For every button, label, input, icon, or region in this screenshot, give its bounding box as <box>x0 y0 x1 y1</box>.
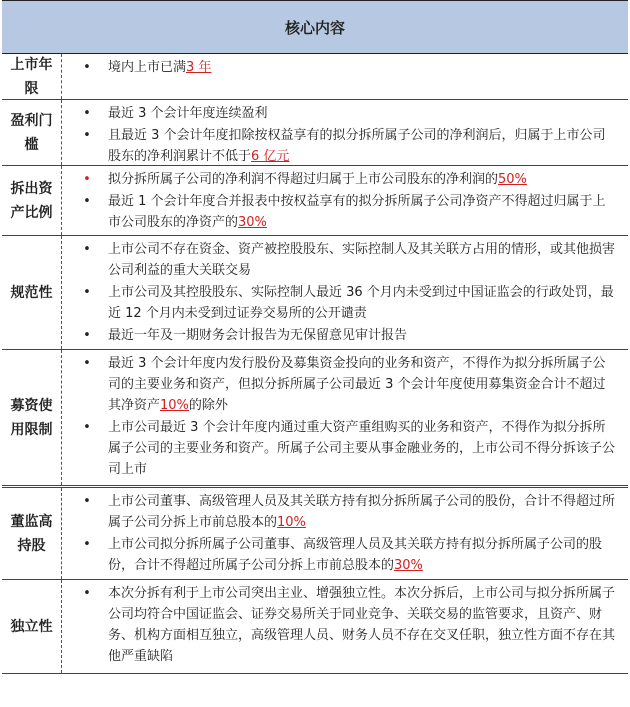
highlight-value: 30% <box>238 215 267 230</box>
bullet-icon: • <box>83 242 91 257</box>
highlight-value: 10% <box>277 515 306 530</box>
table-row <box>2 488 628 580</box>
bullet-icon: • <box>83 537 91 552</box>
row-content <box>62 100 628 165</box>
list-item: • 上市公司及其控股股东、实际控制人最近 36 个月内未受到过中国证监会的行政处罚，最近 12 个月内未受到过证券交易所的公开谴责 <box>80 282 618 324</box>
row-content <box>62 166 628 235</box>
row-content <box>62 236 628 349</box>
row-label: 盈利门槛 <box>2 100 62 165</box>
highlight-value: 10% <box>160 398 189 413</box>
list-item: • 拟分拆所属子公司的净利润不得超过归属于上市公司股东的净利润的50% <box>80 169 618 190</box>
row-content <box>62 350 628 485</box>
row-label: 独立性 <box>2 580 62 673</box>
bullet-icon: • <box>83 285 91 300</box>
table-row <box>2 580 628 674</box>
table-row <box>2 100 628 166</box>
table-row <box>2 236 628 350</box>
list-item: • 最近 3 个会计年度连续盈利 <box>80 103 618 124</box>
row-label: 董监高持股 <box>2 488 62 579</box>
row-content <box>62 54 628 99</box>
row-label: 规范性 <box>2 236 62 349</box>
list-item: • 最近 1 个会计年度合并报表中按权益享有的拟分拆所属子公司净资产不得超过归属于上市公司股东的净资产的30% <box>80 191 618 233</box>
bullet-icon: • <box>83 356 91 371</box>
row-content <box>62 488 628 579</box>
row-label: 募资使用限制 <box>2 350 62 485</box>
table-row <box>2 54 628 100</box>
table-row <box>2 350 628 488</box>
bullet-icon: • <box>83 60 91 75</box>
list-item: • 最近 3 个会计年度内发行股份及募集资金投向的业务和资产，不得作为拟分拆所属子公司的主要业务和资产，但拟分拆所属子公司最近 3 个会计年度使用募集资金合计不超过其净资产10%的除外 <box>80 353 618 416</box>
list-item: • 上市公司不存在资金、资产被控股股东、实际控制人及其关联方占用的情形，或其他损害公司利益的重大关联交易 <box>80 239 618 281</box>
bullet-icon: • <box>83 420 91 435</box>
list-item: • 上市公司董事、高级管理人员及其关联方持有拟分拆所属子公司的股份，合计不得超过所属子公司分拆上市前总股本的10% <box>80 491 618 533</box>
highlight-value: 3 年 <box>186 60 212 75</box>
row-label: 拆出资产比例 <box>2 166 62 235</box>
list-item: • 上市公司拟分拆所属子公司董事、高级管理人员及其关联方持有拟分拆所属子公司的股份，合计不得超过所属子公司分拆上市前总股本的30% <box>80 534 618 576</box>
bullet-icon: • <box>83 586 91 601</box>
highlight-value: 30% <box>394 558 423 573</box>
list-item: • 本次分拆有利于上市公司突出主业、增强独立性。本次分拆后，上市公司与拟分拆所属子公司均符合中国证监会、证券交易所关于同业竞争、关联交易的监管要求，且资产、财务、机构方面相互独立，高级管理人员、财务人员不存在交叉任职，独立性方面不存在其他严重缺陷 <box>80 583 618 667</box>
highlight-value: 6 亿元 <box>251 149 290 164</box>
row-content <box>62 580 628 673</box>
table-row <box>2 166 628 236</box>
bullet-icon: • <box>83 194 91 209</box>
bullet-icon: • <box>83 172 91 187</box>
bullet-icon: • <box>83 494 91 509</box>
table-header <box>2 0 628 54</box>
highlight-value: 50% <box>498 172 527 187</box>
requirements-table <box>2 0 628 674</box>
list-item: • 最近一年及一期财务会计报告为无保留意见审计报告 <box>80 325 618 346</box>
row-label: 上市年限 <box>2 54 62 99</box>
header-title: 核心内容 <box>284 18 345 37</box>
list-item: • 上市公司最近 3 个会计年度内通过重大资产重组购买的业务和资产，不得作为拟分拆所属子公司的主要业务和资产。所属子公司主要从事金融业务的，上市公司不得分拆该子公司上市 <box>80 417 618 480</box>
list-item: • 且最近 3 个会计年度扣除按权益享有的拟分拆所属子公司的净利润后，归属于上市公司股东的净利润累计不低于6 亿元 <box>80 125 618 167</box>
bullet-icon: • <box>83 328 91 343</box>
bullet-icon: • <box>83 106 91 121</box>
bullet-icon: • <box>83 128 91 143</box>
list-item: • 境内上市已满3 年 <box>80 57 618 78</box>
